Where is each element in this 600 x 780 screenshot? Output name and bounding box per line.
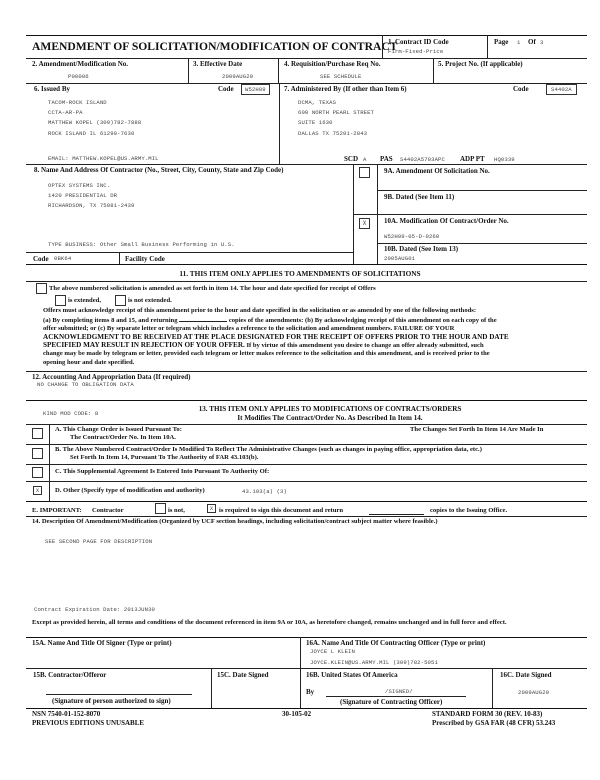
- adp-label: ADP PT: [460, 155, 485, 163]
- is-not-extended-checkbox[interactable]: [115, 295, 126, 306]
- item3-label: 3. Effective Date: [193, 60, 243, 68]
- item13a-line1: A. This Change Order is Issued Pursuant To:: [55, 426, 182, 433]
- item13b-line1: B. The Above Numbered Contract/Order Is Modified To Reflect The Administrative Changes (such as changes in paying office, appropriation data, etc.): [55, 446, 482, 453]
- kind-mod-code: KIND MOD CODE: 8: [43, 410, 99, 417]
- item5-label: 5. Project No. (If applicable): [438, 60, 523, 68]
- itemE-copies: copies to the Issuing Office.: [430, 507, 508, 514]
- item15a-label: 15A. Name And Title Of Signer (Type or print): [32, 639, 172, 647]
- divider: [26, 264, 587, 265]
- instruction-text: SPECIFIED MAY RESULT IN REJECTION OF YOUR OFFER.: [43, 341, 245, 350]
- item1-label: 1. Contract ID Code: [388, 38, 449, 46]
- item11-instructions: [43, 307, 588, 367]
- item15b-signature-caption: (Signature of person authorized to sign): [52, 697, 171, 705]
- divider: [119, 252, 120, 264]
- item13c-checkbox[interactable]: [32, 467, 43, 478]
- divider: [26, 424, 587, 425]
- divider: [49, 424, 50, 501]
- divider: [26, 637, 587, 638]
- item15b-label: 15B. Contractor/Offeror: [33, 671, 107, 679]
- divider: [26, 371, 587, 372]
- item13a-checkbox[interactable]: [32, 428, 43, 439]
- is-not-extended-label: is not extended.: [128, 297, 172, 304]
- address-line: DCMA, TEXAS: [298, 99, 337, 106]
- item16a-contact: JOYCE.KLEIN@US.ARMY.MIL (309)782-5051: [310, 659, 438, 666]
- item16c-label: 16C. Date Signed: [500, 671, 552, 679]
- is-not-label: is not,: [168, 507, 185, 514]
- item11-line1: The above numbered solicitation is amended as set forth in item 14. The hour and date specified for receipt of Offers: [49, 285, 376, 292]
- divider: [26, 400, 587, 401]
- item11-amended-checkbox[interactable]: [36, 283, 47, 294]
- is-extended-label: is extended,: [68, 297, 101, 304]
- address-line: OPTEX SYSTEMS INC.: [48, 182, 111, 189]
- item13d-line: D. Other (Specify type of modification and authority): [55, 487, 205, 494]
- divider: [211, 668, 212, 708]
- address-line: 600 NORTH PEARL STREET: [298, 109, 375, 117]
- divider: [487, 35, 488, 58]
- divider: [26, 481, 587, 482]
- instruction-line: [43, 341, 588, 350]
- item16b-signed: /SIGNED/: [385, 688, 413, 695]
- divider: [26, 668, 587, 669]
- contractor-signature-line[interactable]: [46, 694, 192, 695]
- instruction-text: If by virtue of this amendment you desire to change an offer already submitted, such: [244, 342, 484, 350]
- item13c-line: C. This Supplemental Agreement Is Entered Into Pursuant To Authority Of:: [55, 468, 270, 475]
- address-line: TACOM-ROCK ISLAND: [48, 99, 107, 106]
- divider: [26, 708, 587, 709]
- item3-value[interactable]: 2009AUG20: [222, 73, 254, 80]
- divider: [26, 444, 587, 445]
- form-number: 30-105-02: [282, 710, 312, 718]
- item10a-value[interactable]: W52H09-05-D-0260: [384, 233, 440, 240]
- item14-label: 14. Description Of Amendment/Modification (Organized by UCF section headings, including solicitation/contract subject matter where feasible.): [32, 518, 438, 525]
- item6-email: EMAIL: MATTHEW.KOPEL@US.ARMY.MIL: [48, 155, 159, 162]
- divider: [26, 58, 587, 59]
- item7-code-label: Code: [513, 85, 529, 93]
- item16a-label: 16A. Name And Title Of Contracting Officer (Type or print): [306, 639, 486, 647]
- footer-right: [432, 710, 555, 728]
- divider: [26, 164, 587, 165]
- item12-value[interactable]: NO CHANGE TO OBLIGATION DATA: [37, 381, 134, 388]
- divider: [26, 252, 353, 253]
- copies-blank[interactable]: [179, 315, 227, 322]
- is-extended-checkbox[interactable]: [55, 295, 66, 306]
- item10b-label: 10B. Dated (See Item 13): [384, 245, 459, 253]
- except-text: Except as provided herein, all terms and conditions of the document referenced in item 9A or 10A, as heretofore changed, remains unchanged and in full force and effect.: [32, 619, 507, 626]
- itemE-contractor: Contractor: [92, 507, 124, 514]
- page-label: Page: [494, 38, 509, 46]
- item6-label: 6. Issued By: [34, 85, 70, 93]
- item13-subheading: It Modifies The Contract/Order No. As Described In Item 14.: [237, 414, 423, 422]
- item1-value[interactable]: Firm-Fixed-Price: [388, 48, 444, 55]
- footer-left: [32, 710, 144, 728]
- item2-value[interactable]: P00006: [68, 73, 89, 80]
- item4-value[interactable]: SEE SCHEDULE: [320, 73, 362, 80]
- instruction-line: opening hour and date specified.: [43, 358, 135, 366]
- instruction-line: Offers must acknowledge receipt of this amendment prior to the hour and date specified in the solicitation or as amended by one of the following methods:: [43, 307, 477, 314]
- item16b-by: By: [306, 688, 315, 696]
- previous-editions: PREVIOUS EDITIONS UNUSABLE: [32, 719, 145, 727]
- address-line: ROCK ISLAND IL 61299-7630: [48, 129, 135, 137]
- item13-heading-block: [120, 405, 540, 423]
- item15c-label: 15C. Date Signed: [217, 671, 269, 679]
- item8-label: 8. Name And Address Of Contractor (No., Street, City, County, State and Zip Code): [34, 166, 284, 174]
- item9b-label: 9B. Dated (See Item 11): [384, 193, 455, 201]
- item13d-value[interactable]: 43.103(a) (3): [242, 488, 287, 495]
- item16a-name[interactable]: JOYCE L KLEIN: [310, 648, 355, 655]
- item14-description[interactable]: SEE SECOND PAGE FOR DESCRIPTION: [45, 538, 153, 545]
- item13d-checkbox[interactable]: X: [33, 486, 42, 495]
- address-line: CCTA-AR-PA: [48, 109, 83, 117]
- officer-signature-line[interactable]: [326, 696, 466, 697]
- form-title: AMENDMENT OF SOLICITATION/MODIFICATION OF CONTRACT: [32, 40, 398, 53]
- item6-address: [48, 98, 141, 139]
- item4-label: 4. Requisition/Purchase Req No.: [284, 60, 381, 68]
- item9a-checkbox[interactable]: [359, 167, 370, 178]
- contractor-code-label: Code: [33, 255, 49, 263]
- top-border: [26, 35, 587, 36]
- item13-heading: 13. THIS ITEM ONLY APPLIES TO MODIFICATIONS OF CONTRACTS/ORDERS: [198, 405, 462, 413]
- divider: [492, 668, 493, 708]
- item2-label: 2. Amendment/Modification No.: [32, 60, 129, 68]
- item7-code[interactable]: S4402A: [546, 84, 577, 95]
- item12-label: 12. Accounting And Appropriation Data (If required): [32, 373, 191, 381]
- divider: [300, 637, 301, 708]
- pas-value: S4402A5703APC: [400, 156, 445, 163]
- instruction-line: [43, 315, 588, 325]
- address-line: MATTHEW KOPEL (309)782-7888: [48, 119, 142, 127]
- instruction-line: ACKNOWLEDGMENT TO BE RECEIVED AT THE PLACE DESIGNATED FOR THE RECEIPT OF OFFERS PRIOR TO THE HOUR AND DATE: [43, 333, 509, 342]
- item13a-line2: The Contract/Order No. In Item 10A.: [70, 434, 176, 441]
- is-required-label: is required to sign this document and return: [219, 507, 344, 514]
- divider: [26, 516, 587, 517]
- item13b-checkbox[interactable]: [32, 448, 43, 459]
- scd-value: A: [363, 156, 367, 163]
- pas-label: PAS: [380, 155, 393, 163]
- contract-expiration: Contract Expiration Date: 2013JUN30: [34, 606, 155, 613]
- return-copies-blank[interactable]: [369, 514, 424, 515]
- divider: [188, 58, 189, 83]
- divider: [377, 243, 587, 244]
- item10a-checkbox[interactable]: X: [359, 218, 370, 229]
- instruction-line: offer submitted; or (c) By separate letter or telegram which includes a reference to the solicitation and amendment numbers. FAILURE OF YOUR: [43, 325, 455, 333]
- item7-label: 7. Administered By (If other than Item 6): [284, 85, 407, 93]
- page-of-label: Of: [528, 38, 536, 46]
- scd-label: SCD: [344, 155, 359, 163]
- instruction-text: (a) By completing items 8 and 15, and returning: [43, 317, 178, 325]
- item11-heading: 11. THIS ITEM ONLY APPLIES TO AMENDMENTS OF SOLICITATIONS: [179, 269, 421, 278]
- item13a-right: The Changes Set Forth In Item 14 Are Made In: [410, 426, 544, 433]
- type-business: TYPE BUSINESS: Other Small Business Performing in U.S.: [48, 241, 235, 248]
- item7-address: [298, 98, 374, 139]
- address-line: RICHARDSON, TX 75081-2439: [48, 202, 135, 209]
- divider: [353, 214, 587, 215]
- prescribed-by: Prescribed by GSA FAR (48 CFR) 53.243: [432, 719, 556, 727]
- divider: [26, 501, 587, 502]
- item10a-label: 10A. Modification Of Contract/Order No.: [384, 217, 509, 225]
- divider: [26, 464, 587, 465]
- item6-code-label: Code: [218, 85, 234, 93]
- is-required-checkbox[interactable]: X: [207, 504, 216, 513]
- divider: [278, 58, 279, 83]
- item9a-label: 9A. Amendment Of Solicitation No.: [384, 167, 490, 175]
- page-total: 3: [540, 39, 544, 46]
- is-not-checkbox[interactable]: [155, 503, 166, 514]
- address-line: 1420 PRESIDENTIAL DR: [48, 192, 118, 199]
- item6-code[interactable]: W52H09: [241, 84, 270, 95]
- itemE-label: E. IMPORTANT:: [32, 507, 82, 514]
- item16b-label: 16B. United States Of America: [306, 671, 398, 679]
- instruction-line: change may be made by telegram or letter, provided each telegram or letter makes reference to the solicitation and this amendment, and is received prior to the: [43, 350, 490, 358]
- standard-form: STANDARD FORM 30 (REV. 10-83): [432, 710, 543, 718]
- address-line: SUITE 1630: [298, 119, 333, 127]
- divider: [26, 83, 587, 84]
- nsn: NSN 7540-01-152-8070: [32, 710, 101, 718]
- divider: [433, 58, 434, 83]
- page-number: 1: [517, 39, 521, 46]
- item13b-line2: Set Forth In Item 14, Pursuant To The Authority of FAR 43.103(b).: [70, 454, 259, 461]
- divider: [377, 190, 587, 191]
- address-line: DALLAS TX 75201-2843: [298, 129, 368, 137]
- divider: [382, 35, 383, 58]
- contractor-code[interactable]: 0BK64: [54, 255, 72, 262]
- divider: [26, 281, 587, 282]
- item16b-signature-caption: (Signature of Contracting Officer): [340, 698, 443, 706]
- instruction-text: copies of the amendments: (b) By acknowledging receipt of this amendment on each copy of the: [228, 317, 497, 325]
- divider: [279, 83, 280, 164]
- adp-value: HQ0339: [494, 156, 515, 163]
- item8-address: [48, 181, 134, 211]
- item10b-value[interactable]: 2005AUG01: [384, 255, 416, 262]
- facility-code-label: Facility Code: [125, 255, 165, 263]
- item16c-value: 2009AUG20: [518, 689, 550, 696]
